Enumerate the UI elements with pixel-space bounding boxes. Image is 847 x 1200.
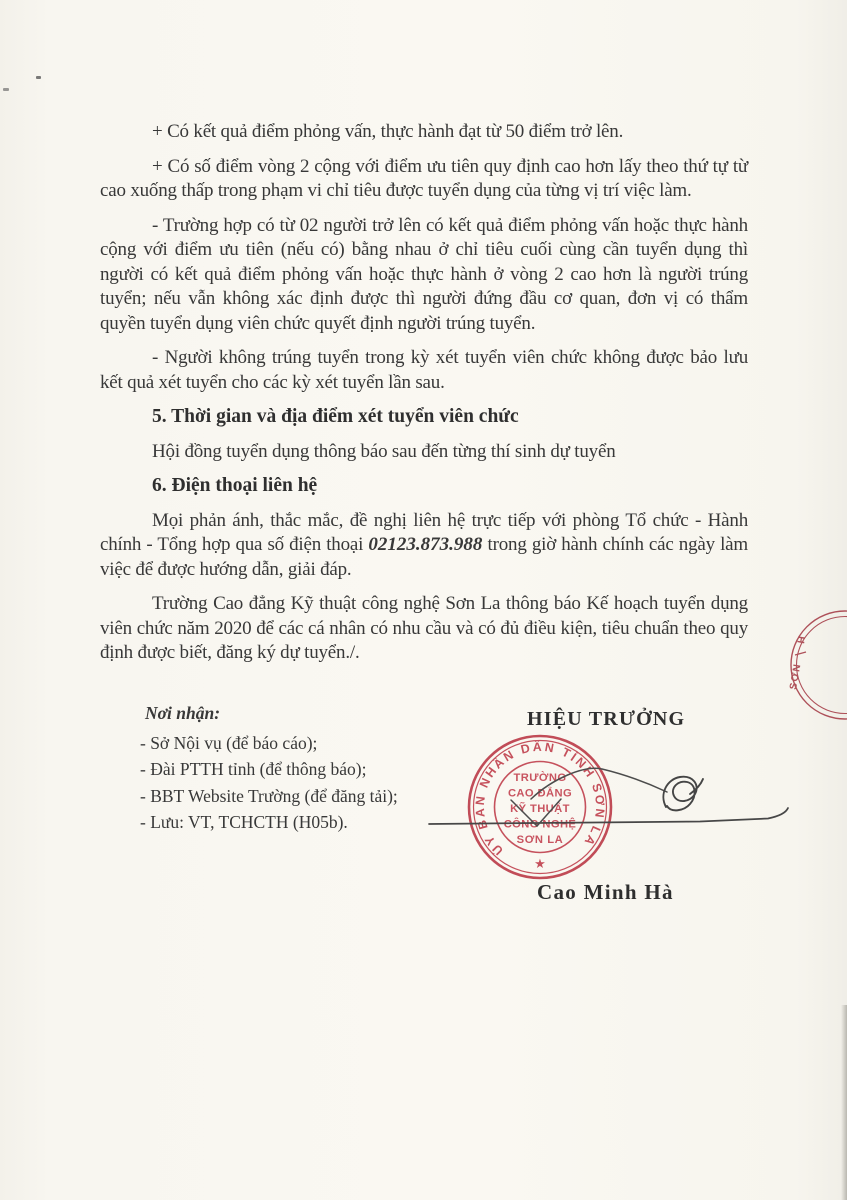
recipients-label: Nơi nhận: bbox=[145, 703, 221, 723]
section-6-heading: 6. Điện thoại liên hệ bbox=[152, 475, 318, 496]
edge-stamp-letter: H bbox=[796, 635, 809, 645]
scan-speck bbox=[3, 88, 9, 91]
seal-ring-textpath: ỦY BAN NHÂN DÂN TỈNH SƠN LA bbox=[472, 739, 608, 858]
contact-text-before: Mọi phản ánh, thắc mắc, đề nghị liên hệ trực tiếp với phòng Tổ chức - Hành chính - Tổng hợp qua số điện thoại bbox=[100, 509, 748, 555]
seal-line-ky-thuat: KỸ THUẬT bbox=[510, 803, 570, 815]
paragraph-tie-breaking: - Trường hợp có từ 02 người trở lên có kết quả điểm phỏng vấn hoặc thực hành cộng với điểm ưu tiên (nếu có) bằng nhau ở chỉ tiêu cuối cùng cần tuyển dụng thì người có kết quả điểm phỏng vấn hoặc thực hành ở vòng 2 cao hơn là người trúng tuyển; nếu vẫn không xác định được thì người đứng đầu cơ quan, đơn vị có thẩm quyền tuyển dụng viên chức quyết định người trúng tuyển. bbox=[100, 214, 748, 334]
partial-edge-stamp bbox=[780, 598, 847, 732]
seal-star: ★ bbox=[534, 856, 546, 871]
recipients-block bbox=[140, 700, 440, 836]
recipient-item: - Sở Nội vụ (để báo cáo); bbox=[140, 732, 318, 753]
seal-line-son-la: SƠN LA bbox=[516, 834, 564, 846]
signer-title: HIỆU TRƯỞNG bbox=[527, 708, 686, 730]
contact-text-after: trong giờ hành chính các ngày làm việc để được hướng dẫn, giải đáp. bbox=[100, 534, 748, 580]
signature-squiggle bbox=[663, 777, 703, 811]
recipient-item: - BBT Website Trường (để đăng tải); bbox=[140, 785, 398, 806]
paragraph-closing: Trường Cao đẳng Kỹ thuật công nghệ Sơn La thông báo Kế hoạch tuyển dụng viên chức năm 2020 để các cá nhân có nhu cầu và có đủ điều kiện, tiêu chuẩn theo quy định được biết, đăng ký dự tuyển./. bbox=[100, 593, 748, 663]
recipient-item: - Đài PTTH tỉnh (để thông báo); bbox=[140, 759, 367, 779]
scan-edge-shadow bbox=[841, 1005, 847, 1200]
phone-number: 02123.873.988 bbox=[368, 534, 483, 555]
edge-stamp-dash bbox=[795, 652, 806, 655]
section-5-heading: 5. Thời gian và địa điểm xét tuyển viên chức bbox=[152, 406, 519, 427]
paragraph-schedule-notice: Hội đồng tuyển dụng thông báo sau đến từng thí sinh dự tuyển bbox=[152, 440, 616, 462]
scan-speck bbox=[36, 76, 41, 79]
seal-line-truong: TRƯỜNG bbox=[513, 772, 567, 784]
paragraph-no-reservation: - Người không trúng tuyển trong kỳ xét tuyển viên chức không được bảo lưu kết quả xét tuyển cho các kỳ xét tuyển lần sau. bbox=[100, 347, 748, 393]
paragraph-contact bbox=[100, 509, 748, 583]
official-seal-stamp bbox=[460, 727, 620, 887]
paragraph-interview-score: + Có kết quả điểm phỏng vấn, thực hành đạt từ 50 điểm trở lên. bbox=[152, 121, 624, 142]
signer-name: Cao Minh Hà bbox=[537, 880, 674, 904]
seal-line-cong-nghe: CÔNG NGHỆ bbox=[503, 818, 577, 831]
seal-line-cao-dang: CAO ĐẲNG bbox=[507, 787, 573, 800]
recipient-item: - Lưu: VT, TCHCTH (H05b). bbox=[140, 812, 348, 832]
document-body bbox=[100, 120, 748, 676]
edge-stamp-inner-arc bbox=[797, 617, 847, 714]
paragraph-round2-priority: + Có số điểm vòng 2 cộng với điểm ưu tiên quy định cao hơn lấy theo thứ tự từ cao xuống thấp trong phạm vi chỉ tiêu được tuyển dụng của từng vị trí việc làm. bbox=[100, 155, 748, 201]
edge-stamp-word: SƠN bbox=[788, 662, 804, 691]
